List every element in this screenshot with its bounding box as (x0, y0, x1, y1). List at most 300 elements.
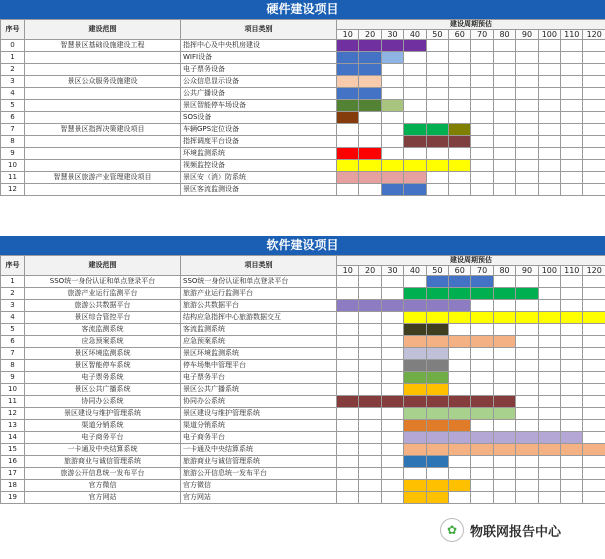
gantt-cell (449, 148, 471, 160)
gantt-cell (471, 384, 493, 396)
gantt-cell (583, 480, 605, 492)
gantt-cell (381, 420, 403, 432)
software-title: 软件建设项目 (0, 236, 605, 255)
gantt-cell (516, 492, 538, 504)
gantt-bar (449, 420, 471, 432)
gantt-cell (561, 456, 583, 468)
gantt-cell (583, 172, 605, 184)
tick-label: 60 (449, 266, 471, 276)
gantt-cell (493, 124, 515, 136)
gantt-cell (337, 124, 359, 136)
gantt-bar (471, 396, 493, 408)
row-number: 12 (1, 408, 25, 420)
gantt-cell (493, 468, 515, 480)
gantt-cell (493, 136, 515, 148)
tick-label: 50 (426, 30, 448, 40)
row-scope (25, 184, 181, 196)
gantt-bar (404, 468, 426, 480)
row-category: 旅游公开信息统一发布平台 (181, 468, 337, 480)
gantt-cell (359, 468, 381, 480)
gantt-bar (493, 288, 515, 300)
gantt-cell (359, 136, 381, 148)
gantt-cell (359, 432, 381, 444)
gantt-cell (337, 444, 359, 456)
gantt-cell (337, 372, 359, 384)
gantt-cell (538, 384, 560, 396)
gantt-cell (493, 420, 515, 432)
table-row (1, 420, 605, 432)
gantt-cell (471, 148, 493, 160)
gantt-bar (337, 100, 359, 112)
row-number: 19 (1, 492, 25, 504)
gantt-bar (561, 444, 583, 456)
gantt-bar (471, 408, 493, 420)
gantt-cell (449, 348, 471, 360)
row-category: SSO统一身份认证和单点登录平台 (181, 276, 337, 288)
gantt-bar (404, 40, 426, 52)
row-number: 10 (1, 384, 25, 396)
gantt-cell (516, 100, 538, 112)
gantt-bar (561, 432, 583, 444)
row-scope: 一卡通及中央结算系统 (25, 444, 181, 456)
gantt-cell (359, 372, 381, 384)
gantt-cell (359, 184, 381, 196)
gantt-cell (381, 276, 403, 288)
gantt-cell (538, 348, 560, 360)
gantt-bar (516, 312, 538, 324)
gantt-cell (337, 384, 359, 396)
row-number: 2 (1, 64, 25, 76)
gantt-bar (449, 408, 471, 420)
gantt-cell (471, 40, 493, 52)
gantt-cell (426, 76, 448, 88)
header-period: 建设周期预估 (337, 20, 605, 30)
row-number: 7 (1, 348, 25, 360)
gantt-cell (359, 456, 381, 468)
gantt-cell (561, 160, 583, 172)
gantt-bar (381, 160, 403, 172)
row-number: 15 (1, 444, 25, 456)
gantt-bar (516, 444, 538, 456)
row-number: 12 (1, 184, 25, 196)
gantt-cell (561, 408, 583, 420)
row-scope: 智慧景区基础设施建设工程 (25, 40, 181, 52)
gantt-bar (404, 324, 426, 336)
gantt-bar (426, 324, 448, 336)
gantt-cell (583, 420, 605, 432)
gantt-bar (404, 420, 426, 432)
hardware-title: 硬件建设项目 (0, 0, 605, 19)
gantt-cell (583, 148, 605, 160)
gantt-cell (493, 172, 515, 184)
gantt-cell (538, 276, 560, 288)
gantt-cell (561, 100, 583, 112)
gantt-cell (359, 384, 381, 396)
gantt-cell (449, 372, 471, 384)
gantt-bar (381, 52, 403, 64)
row-number: 11 (1, 396, 25, 408)
gantt-cell (516, 172, 538, 184)
gantt-bar (404, 480, 426, 492)
gantt-cell (449, 112, 471, 124)
row-category: 电子票务平台 (181, 372, 337, 384)
gantt-cell (516, 124, 538, 136)
row-category: 景区智能停车场设备 (181, 100, 337, 112)
gantt-bar (449, 432, 471, 444)
row-category: 官方微信 (181, 480, 337, 492)
row-category: 停车场集中管理平台 (181, 360, 337, 372)
gantt-cell (538, 124, 560, 136)
gantt-bar (426, 300, 448, 312)
gantt-cell (583, 348, 605, 360)
gantt-cell (538, 396, 560, 408)
gantt-cell (471, 324, 493, 336)
gantt-cell (337, 420, 359, 432)
gantt-bar (404, 456, 426, 468)
gantt-cell (561, 276, 583, 288)
table-row (1, 396, 605, 408)
table-row (1, 456, 605, 468)
gantt-cell (337, 184, 359, 196)
gantt-bar (337, 172, 359, 184)
gantt-cell (538, 288, 560, 300)
gantt-cell (493, 112, 515, 124)
header-category: 项目类别 (181, 256, 337, 276)
gantt-cell (538, 420, 560, 432)
gantt-bar (359, 88, 381, 100)
row-number: 0 (1, 40, 25, 52)
gantt-bar (404, 396, 426, 408)
row-scope: 客流监测系统 (25, 324, 181, 336)
gantt-bar (426, 492, 448, 504)
table-row (1, 312, 605, 324)
gantt-bar (426, 360, 448, 372)
row-scope (25, 112, 181, 124)
watermark-text: 物联网报告中心 (470, 524, 562, 540)
gantt-cell (538, 336, 560, 348)
gantt-cell (493, 148, 515, 160)
gantt-bar (538, 432, 560, 444)
gantt-cell (516, 372, 538, 384)
row-scope (25, 136, 181, 148)
gantt-bar (359, 40, 381, 52)
row-category: 景区环境监测系统 (181, 348, 337, 360)
gantt-cell (337, 360, 359, 372)
gantt-cell (516, 336, 538, 348)
gantt-cell (337, 312, 359, 324)
gantt-cell (583, 456, 605, 468)
gantt-cell (538, 112, 560, 124)
gantt-cell (538, 100, 560, 112)
row-category: 电子票务设备 (181, 64, 337, 76)
gantt-bar (404, 360, 426, 372)
gantt-cell (493, 276, 515, 288)
row-category: 旅游商业与诚信管理系统 (181, 456, 337, 468)
gantt-cell (359, 360, 381, 372)
gantt-cell (493, 184, 515, 196)
gantt-cell (381, 324, 403, 336)
table-row (1, 288, 605, 300)
row-category: 应急预案系统 (181, 336, 337, 348)
gantt-bar (359, 172, 381, 184)
gantt-bar (538, 444, 560, 456)
gantt-cell (381, 468, 403, 480)
gantt-cell (381, 480, 403, 492)
gantt-cell (471, 112, 493, 124)
gantt-cell (561, 324, 583, 336)
row-scope: 景区环境监测系统 (25, 348, 181, 360)
tick-label: 110 (561, 30, 583, 40)
row-scope: 官方网站 (25, 492, 181, 504)
gantt-cell (337, 276, 359, 288)
gantt-cell (426, 172, 448, 184)
row-scope (25, 148, 181, 160)
gantt-cell (471, 184, 493, 196)
gantt-cell (583, 64, 605, 76)
row-scope: 智慧景区指挥决策建设项目 (25, 124, 181, 136)
watermark (440, 518, 561, 542)
gantt-cell (583, 288, 605, 300)
gantt-cell (561, 336, 583, 348)
gantt-cell (404, 88, 426, 100)
table-row (1, 408, 605, 420)
gantt-bar (493, 432, 515, 444)
gantt-cell (583, 160, 605, 172)
gantt-bar (471, 444, 493, 456)
gantt-cell (426, 88, 448, 100)
wechat-icon: ✿ (440, 518, 464, 542)
header-scope: 建设范围 (25, 20, 181, 40)
gantt-cell (516, 160, 538, 172)
gantt-bar (359, 52, 381, 64)
tick-label: 90 (516, 30, 538, 40)
gantt-cell (538, 148, 560, 160)
row-category: 客流监测系统 (181, 324, 337, 336)
gantt-cell (561, 112, 583, 124)
row-number: 14 (1, 432, 25, 444)
gantt-cell (359, 420, 381, 432)
gantt-cell (381, 88, 403, 100)
gantt-bar (359, 100, 381, 112)
gantt-cell (493, 52, 515, 64)
row-number: 1 (1, 52, 25, 64)
gantt-cell (449, 100, 471, 112)
gantt-bar (449, 288, 471, 300)
gantt-cell (493, 40, 515, 52)
gantt-bar (449, 300, 471, 312)
gantt-cell (449, 384, 471, 396)
gantt-cell (516, 384, 538, 396)
gantt-cell (583, 76, 605, 88)
row-category: 旅游产业运行监测平台 (181, 288, 337, 300)
tick-label: 40 (404, 30, 426, 40)
gantt-cell (583, 112, 605, 124)
tick-label: 50 (426, 266, 448, 276)
gantt-cell (471, 100, 493, 112)
gantt-cell (583, 408, 605, 420)
gantt-cell (337, 468, 359, 480)
gantt-bar (337, 88, 359, 100)
row-number: 6 (1, 336, 25, 348)
gantt-cell (381, 148, 403, 160)
gantt-bar (359, 64, 381, 76)
tick-label: 90 (516, 266, 538, 276)
gantt-bar (337, 64, 359, 76)
row-number: 7 (1, 124, 25, 136)
gantt-bar (359, 300, 381, 312)
table-row (1, 64, 605, 76)
gantt-bar (471, 288, 493, 300)
gantt-cell (583, 468, 605, 480)
gantt-cell (583, 300, 605, 312)
gantt-cell (426, 112, 448, 124)
gantt-bar (471, 312, 493, 324)
gantt-cell (337, 336, 359, 348)
gantt-cell (516, 112, 538, 124)
gantt-cell (359, 124, 381, 136)
gantt-cell (516, 136, 538, 148)
gantt-cell (337, 432, 359, 444)
row-category: 官方网站 (181, 492, 337, 504)
table-row (1, 348, 605, 360)
tick-label: 120 (583, 266, 605, 276)
gantt-cell (538, 408, 560, 420)
gantt-cell (583, 52, 605, 64)
gantt-bar (404, 432, 426, 444)
table-row (1, 136, 605, 148)
hardware-table (0, 19, 605, 196)
row-scope: 景区建设与维护管理系统 (25, 408, 181, 420)
tick-label: 80 (493, 266, 515, 276)
tick-label: 100 (538, 266, 560, 276)
gantt-cell (538, 64, 560, 76)
gantt-bar (404, 172, 426, 184)
row-category: 视频监控设备 (181, 160, 337, 172)
gantt-cell (337, 348, 359, 360)
gantt-cell (449, 172, 471, 184)
table-row (1, 160, 605, 172)
table-row (1, 480, 605, 492)
gantt-cell (404, 100, 426, 112)
gantt-bar (449, 444, 471, 456)
row-number: 3 (1, 300, 25, 312)
gantt-bar (449, 124, 471, 136)
gantt-cell (583, 40, 605, 52)
gantt-bar (471, 276, 493, 288)
table-row (1, 372, 605, 384)
gantt-cell (493, 348, 515, 360)
gantt-bar (493, 336, 515, 348)
gantt-cell (583, 360, 605, 372)
gantt-cell (561, 88, 583, 100)
row-scope (25, 100, 181, 112)
gantt-cell (561, 420, 583, 432)
gantt-cell (337, 324, 359, 336)
gantt-bar (359, 148, 381, 160)
gantt-cell (516, 76, 538, 88)
gantt-cell (538, 360, 560, 372)
row-number: 18 (1, 480, 25, 492)
gantt-cell (538, 456, 560, 468)
gantt-cell (561, 288, 583, 300)
gantt-bar (449, 160, 471, 172)
gantt-cell (493, 384, 515, 396)
gantt-bar (404, 408, 426, 420)
gantt-cell (583, 136, 605, 148)
table-row (1, 112, 605, 124)
gantt-bar (449, 276, 471, 288)
tick-label: 20 (359, 30, 381, 40)
gantt-cell (471, 492, 493, 504)
row-scope (25, 88, 181, 100)
gantt-bar (337, 76, 359, 88)
gantt-cell (561, 468, 583, 480)
gantt-bar (381, 300, 403, 312)
gantt-cell (538, 88, 560, 100)
row-number: 16 (1, 456, 25, 468)
gantt-bar (426, 396, 448, 408)
gantt-cell (359, 480, 381, 492)
table-row (1, 360, 605, 372)
gantt-cell (583, 124, 605, 136)
row-scope: 电子票务系统 (25, 372, 181, 384)
gantt-bar (404, 312, 426, 324)
gantt-cell (359, 324, 381, 336)
row-number: 10 (1, 160, 25, 172)
gantt-cell (561, 396, 583, 408)
table-row (1, 184, 605, 196)
gantt-bar (583, 444, 605, 456)
gantt-bar (471, 432, 493, 444)
row-scope: 旅游公开信息统一发布平台 (25, 468, 181, 480)
gantt-cell (337, 480, 359, 492)
gantt-bar (583, 312, 605, 324)
row-scope: 景区综合管控平台 (25, 312, 181, 324)
gantt-cell (561, 372, 583, 384)
row-number: 5 (1, 324, 25, 336)
gantt-cell (583, 88, 605, 100)
gantt-cell (449, 468, 471, 480)
gantt-cell (381, 348, 403, 360)
row-category: 旅游公共数据平台 (181, 300, 337, 312)
gantt-cell (493, 64, 515, 76)
row-category: 指挥中心及中央机房建设 (181, 40, 337, 52)
gantt-cell (538, 480, 560, 492)
gantt-bar (337, 148, 359, 160)
gantt-cell (561, 348, 583, 360)
row-category: 车辆GPS定位设备 (181, 124, 337, 136)
table-row (1, 100, 605, 112)
gantt-cell (538, 468, 560, 480)
gantt-bar (426, 420, 448, 432)
row-category: 指挥调度平台设备 (181, 136, 337, 148)
gantt-cell (516, 40, 538, 52)
gantt-cell (381, 492, 403, 504)
gantt-cell (471, 468, 493, 480)
gantt-cell (561, 360, 583, 372)
row-number: 5 (1, 100, 25, 112)
gantt-bar (381, 396, 403, 408)
gantt-cell (449, 492, 471, 504)
gantt-bar (426, 160, 448, 172)
gantt-cell (538, 184, 560, 196)
gantt-bar (404, 124, 426, 136)
gantt-bar (337, 300, 359, 312)
gantt-cell (426, 148, 448, 160)
gantt-bar (359, 396, 381, 408)
table-row (1, 276, 605, 288)
gantt-cell (381, 124, 403, 136)
